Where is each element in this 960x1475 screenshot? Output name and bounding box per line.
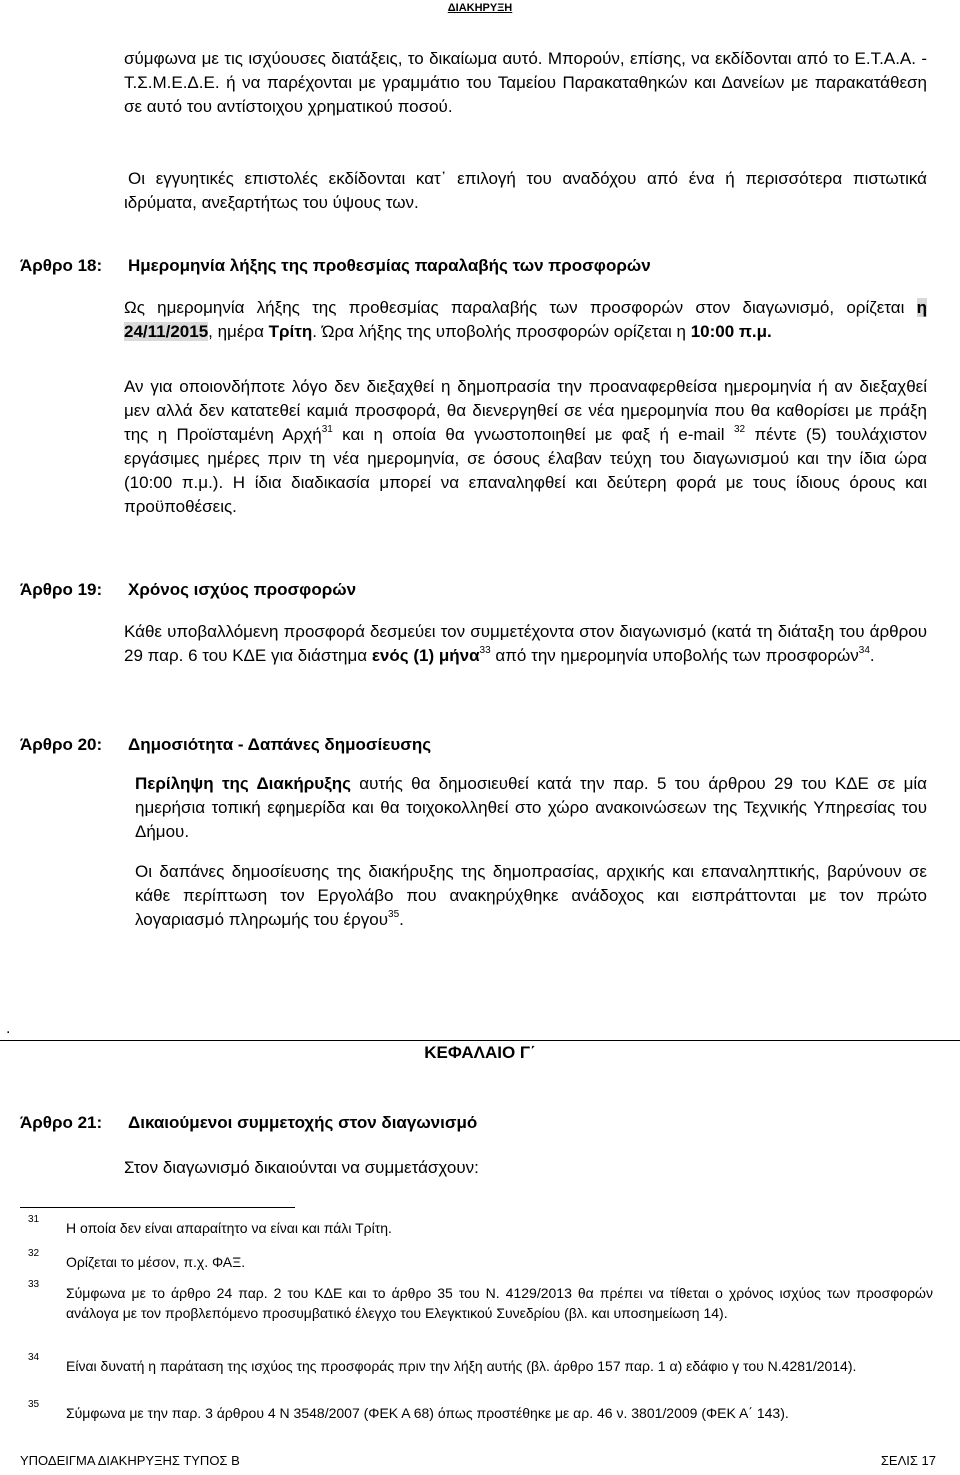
article-20-title: Δημοσιότητα - Δαπάνες δημοσίευσης — [128, 735, 432, 754]
footnote-ref-34: 34 — [858, 645, 870, 656]
article-18-heading — [20, 254, 920, 278]
footnote-text: Ορίζεται το μέσον, π.χ. ΦΑΞ. — [66, 1254, 246, 1270]
text-span: . Ώρα λήξης της υποβολής προσφορών ορίζεται η — [312, 322, 691, 341]
footnote-35 — [28, 1399, 933, 1423]
footnote-32 — [28, 1248, 933, 1272]
text-span: πέντε (5) τουλάχιστον εργάσιμες ημέρες πριν τη νέα ημερομηνία, σε όσους έλαβαν τεύχη του διαγωνισμού και την ίδια ώρα (10:00 π.μ.). Η ίδια διαδικασία μπορεί να επαναληφθεί και δεύτερη φορά με τους ίδιους όρους και προϋποθέσεις. — [124, 425, 927, 516]
article-21-paragraph: Στον διαγωνισμό δικαιούνται να συμμετάσχουν: — [124, 1158, 479, 1177]
footnote-number: 32 — [28, 1248, 40, 1259]
stray-dot: . — [6, 1020, 11, 1037]
summary-label: Περίληψη της Διακήρυξης — [135, 774, 351, 793]
intro-paragraph-1: σύμφωνα με τις ισχύουσες διατάξεις, το δικαίωμα αυτό. Μπορούν, επίσης, να εκδίδονται από το Ε.Τ.Α.Α. - Τ.Σ.Μ.Ε.Δ.Ε. ή να παρέχονται με γραμμάτιο του Ταμείου Παρακαταθηκών και Δανείων με παρακατάθεση σε αυτό του αντίστοιχου χρηματικού ποσού. — [124, 49, 927, 116]
footer-page-number: ΣΕΛΙΣ 17 — [880, 1453, 936, 1468]
article-20-paragraph-2 — [135, 860, 927, 932]
text-span: Κάθε υποβαλλόμενη προσφορά δεσμεύει τον συμμετέχοντα στον διαγωνισμό (κατά τη διάταξη του άρθρου 29 παρ. 6 του ΚΔΕ για διάστημα — [124, 622, 927, 665]
article-19-heading — [20, 578, 920, 602]
deadline-day: Τρίτη — [268, 322, 313, 341]
footnote-ref-32: 32 — [733, 424, 746, 435]
footnote-ref-31: 31 — [321, 424, 333, 435]
footnote-34 — [28, 1352, 933, 1376]
text-span: και η οποία θα γνωστοποιηθεί με φαξ ή e-mail — [332, 425, 734, 444]
footnote-separator — [20, 1207, 295, 1208]
footnote-number: 34 — [28, 1352, 40, 1363]
intro-paragraph-2 — [124, 167, 927, 215]
deadline-date: η 24/11/2015 — [124, 298, 927, 341]
text-span: . — [869, 646, 875, 665]
article-20-paragraph-1 — [135, 772, 927, 844]
deadline-time: 10:00 π.μ. — [690, 322, 772, 341]
text-span: , ημέρα — [208, 322, 269, 341]
text-span: από την ημερομηνία υποβολής των προσφορών — [490, 646, 859, 665]
article-20-heading — [20, 733, 920, 757]
text-span: . — [399, 910, 404, 929]
footnote-ref-35: 35 — [388, 909, 400, 920]
footnote-text: Η οποία δεν είναι απαραίτητο να είναι και πάλι Τρίτη. — [66, 1220, 392, 1236]
footer-left: ΥΠΟΔΕΙΓΜΑ ΔΙΑΚΗΡΥΞΗΣ ΤΥΠΟΣ Β — [20, 1453, 240, 1468]
footnote-text: Σύμφωνα με το άρθρο 24 παρ. 2 του ΚΔΕ και το άρθρο 35 του Ν. 4129/2013 θα πρέπει να τίθεται ο χρόνος ισχύος των προσφορών ανάλογα με τον προβλεπόμενο προσυμβατικό έλεγχο του Ελεγκτικού Συνεδρίου (βλ. και υποσημείωση 14). — [66, 1285, 933, 1321]
text-span: Αν για οποιονδήποτε λόγο δεν διεξαχθεί η δημοπρασία την προαναφερθείσα ημερομηνία ή αν διεξαχθεί μεν αλλά δεν κατατεθεί καμιά προσφορά, θα διενεργηθεί σε νέα ημερομηνία που θα καθορίσει με πράξη της η Προϊσταμένη Αρχή — [124, 377, 927, 444]
footnote-31 — [28, 1214, 933, 1238]
footnote-33 — [28, 1279, 933, 1323]
chapter-title: ΚΕΦΑΛΑΙΟ Γ΄ — [424, 1043, 536, 1062]
footnote-number: 33 — [28, 1279, 40, 1290]
chapter-divider — [0, 1040, 960, 1041]
validity-period: ενός (1) μήνα — [371, 646, 480, 665]
footnote-number: 31 — [28, 1214, 40, 1225]
article-20-number: Άρθρο 20: — [20, 735, 103, 754]
footnote-number: 35 — [28, 1399, 40, 1410]
intro-paragraph-2-text: Οι εγγυητικές επιστολές εκδίδονται κατ᾽ επιλογή του αναδόχου από ένα ή περισσότερα πιστωτικά ιδρύματα, ανεξαρτήτως του ύψους των. — [124, 169, 927, 212]
page-header: ΔΙΑΚΗΡΥΞΗ — [447, 2, 513, 14]
article-19-paragraph — [124, 620, 927, 668]
footnote-text: Είναι δυνατή η παράταση της ισχύος της προσφοράς πριν την λήξη αυτής (βλ. άρθρο 157 παρ. 1 α) εδάφιο γ του Ν.4281/2014). — [66, 1358, 857, 1374]
text-span: αυτής θα δημοσιευθεί κατά την παρ. 5 του άρθρου 29 του ΚΔΕ σε μία ημερήσια τοπική εφημερίδα και θα τοιχοκολληθεί στο χώρο ανακοινώσεων της Τεχνικής Υπηρεσίας του Δήμου. — [135, 774, 927, 841]
article-18-paragraph-1 — [124, 296, 927, 344]
text-span: Ως ημερομηνία λήξης της προθεσμίας παραλαβής των προσφορών στον διαγωνισμό, ορίζεται — [124, 298, 917, 317]
article-18-paragraph-2 — [124, 375, 927, 519]
article-19-number: Άρθρο 19: — [20, 580, 103, 599]
article-18-title: Ημερομηνία λήξης της προθεσμίας παραλαβής των προσφορών — [128, 256, 651, 275]
article-19-title: Χρόνος ισχύος προσφορών — [128, 580, 357, 599]
article-21-number: Άρθρο 21: — [20, 1113, 103, 1132]
footnote-text: Σύμφωνα με την παρ. 3 άρθρου 4 Ν 3548/2007 (ΦΕΚ Α 68) όπως προστέθηκε με αρ. 46 ν. 3801/2009 (ΦΕΚ Α΄ 143). — [66, 1405, 789, 1421]
article-21-heading — [20, 1111, 920, 1135]
footnote-ref-33: 33 — [479, 645, 491, 656]
article-18-number: Άρθρο 18: — [20, 256, 103, 275]
text-span: Οι δαπάνες δημοσίευσης της διακήρυξης της δημοπρασίας, αρχικής και επαναληπτικής, βαρύνουν σε κάθε περίπτωση τον Εργολάβο που ανακηρύχθηκε ανάδοχος και εισπράττονται με τον πρώτο λογαριασμό πληρωμής του έργου — [135, 862, 927, 929]
article-21-title: Δικαιούμενοι συμμετοχής στον διαγωνισμό — [128, 1113, 478, 1132]
